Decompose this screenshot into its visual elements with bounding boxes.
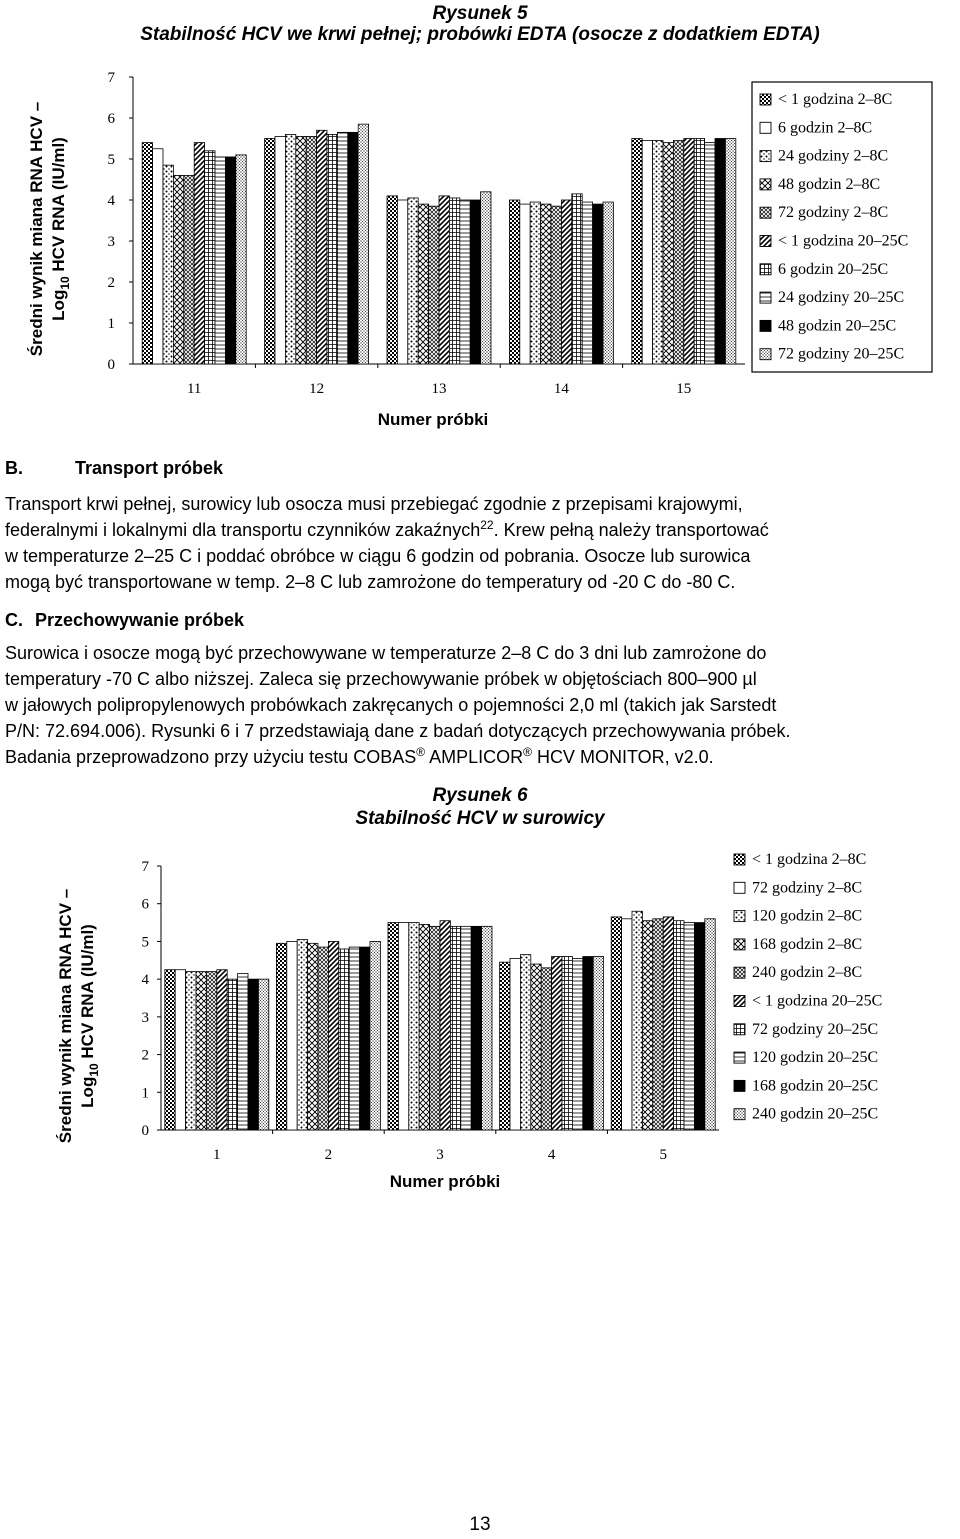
bar: [258, 979, 268, 1130]
bar: [370, 941, 380, 1130]
bar: [632, 139, 642, 365]
legend-swatch: [760, 179, 771, 190]
bar: [461, 926, 471, 1130]
y-axis-title-line2-rest: HCV RNA (IU/ml): [78, 924, 97, 1064]
legend-swatch: [760, 151, 771, 162]
figure5-label: Rysunek 5: [432, 3, 528, 24]
bar: [663, 143, 673, 364]
bar: [296, 136, 306, 364]
section-c-letter: C.: [5, 610, 23, 630]
bar: [225, 157, 235, 364]
section-b-paragraph: [5, 491, 955, 595]
section-b-line-3: w temperaturze 2–25 C i poddać obróbce w ciągu 6 godzin od pobrania. Osocze lub surowica: [5, 546, 751, 566]
section-b-line-2: federalnymi i lokalnymi dla transportu czynników zakaźnych$^{22}$. Krew pełną należy transportować: [5, 518, 769, 540]
bar: [163, 165, 173, 364]
bar: [408, 198, 418, 364]
bar: [684, 139, 694, 365]
x-tick-label: 3: [436, 1147, 444, 1163]
bar: [306, 136, 316, 364]
legend-label: 48 godzin 20–25C: [778, 317, 897, 335]
bar: [632, 911, 642, 1130]
legend-label: < 1 godzina 2–8C: [752, 851, 867, 868]
bar: [531, 964, 541, 1130]
bar: [318, 947, 328, 1130]
bar: [509, 200, 519, 364]
bar: [572, 958, 582, 1130]
y-tick-label: 4: [141, 972, 149, 989]
legend-label: 168 godzin 20–25C: [752, 1077, 879, 1095]
figure5-chart: [0, 0, 960, 440]
bar: [673, 141, 683, 364]
bar: [562, 957, 572, 1130]
bar: [572, 194, 582, 364]
bar: [552, 957, 562, 1130]
bar: [275, 136, 285, 364]
figure6-label: Rysunek 6: [432, 785, 528, 806]
y-tick-label: 3: [141, 1009, 149, 1026]
legend-swatch: [734, 967, 745, 978]
y-tick-label: 5: [141, 934, 149, 951]
legend-swatch: [734, 939, 745, 950]
section-b-heading: [5, 458, 223, 479]
legend-swatch: [760, 236, 771, 247]
bar: [236, 155, 246, 364]
bar: [481, 192, 491, 364]
figure6-title: Stabilność HCV w surowicy: [355, 808, 605, 829]
bar: [388, 923, 398, 1130]
bar: [460, 200, 470, 364]
legend-swatch: [734, 1109, 745, 1120]
legend-label: 72 godziny 2–8C: [778, 204, 889, 222]
legend-swatch: [760, 349, 771, 360]
bar: [694, 923, 704, 1130]
legend-label: 120 godzin 2–8C: [752, 907, 863, 925]
legend-swatch: [760, 320, 771, 331]
legend-swatch: [760, 122, 771, 133]
y-tick-label: 0: [141, 1123, 149, 1139]
y-tick-label: 1: [107, 316, 115, 332]
y-tick-label: 5: [107, 152, 115, 168]
y-axis-title-line2: Log: [78, 1076, 97, 1108]
bar: [470, 200, 480, 364]
bar: [520, 204, 530, 364]
y-tick-label: 2: [107, 275, 115, 291]
legend-label: 120 godzin 20–25C: [752, 1049, 879, 1067]
y-axis-title-line2-rest: HCV RNA (IU/ml): [49, 137, 68, 277]
x-tick-label: 11: [186, 381, 202, 397]
bar: [593, 957, 603, 1130]
legend-label: 72 godziny 20–25C: [778, 345, 905, 363]
legend-swatch: [734, 1024, 745, 1035]
legend-swatch: [734, 882, 745, 893]
bar: [510, 958, 520, 1130]
section-c-line-1: Surowica i osocze mogą być przechowywane w temperaturze 2–8 C do 3 dni lub zamrożone do: [5, 643, 767, 663]
legend-swatch: [760, 207, 771, 218]
y-axis-title-subscript: 10: [58, 276, 72, 290]
bar: [358, 124, 368, 364]
section-b-line-1: Transport krwi pełnej, surowicy lub osocza musi przebiegać zgodnie z przepisami krajowymi,: [5, 494, 743, 514]
bar: [684, 923, 694, 1130]
bar: [642, 921, 652, 1130]
bar: [642, 141, 652, 364]
bar: [653, 141, 663, 364]
section-c-line-4: P/N: 72.694.006). Rysunki 6 i 7 przedstawiają dane z badań dotyczących przechowywania próbek.: [5, 721, 791, 741]
bar: [593, 204, 603, 364]
bar: [715, 139, 725, 365]
x-tick-label: 14: [553, 381, 569, 397]
bar: [449, 198, 459, 364]
bar: [327, 134, 337, 364]
bar: [215, 157, 225, 364]
bar: [217, 970, 227, 1130]
bar: [582, 202, 592, 364]
legend-label: 240 godzin 20–25C: [752, 1105, 879, 1123]
bar: [429, 206, 439, 364]
section-c-title: Przechowywanie próbek: [35, 610, 245, 630]
bar: [337, 132, 347, 364]
legend-label: 168 godzin 2–8C: [752, 935, 863, 953]
section-c-paragraph: [5, 640, 955, 770]
bar: [705, 919, 715, 1130]
bar: [173, 175, 183, 364]
bar: [674, 921, 684, 1130]
bar: [227, 979, 237, 1130]
y-tick-label: 1: [141, 1085, 149, 1102]
x-tick-label: 5: [659, 1147, 667, 1163]
bar: [583, 957, 593, 1130]
bar: [500, 962, 510, 1130]
legend-swatch: [760, 94, 771, 105]
y-axis-title: [27, 102, 72, 356]
bar: [287, 941, 297, 1130]
y-tick-label: 0: [107, 357, 115, 373]
x-tick-label: 12: [309, 381, 325, 397]
legend-label: < 1 godzina 2–8C: [778, 91, 893, 108]
legend-label: < 1 godzina 20–25C: [752, 992, 883, 1010]
y-axis-title-subscript: 10: [87, 1063, 101, 1077]
section-c-line-5: Badania przeprowadzono przy użyciu testu COBAS® AMPLICOR® HCV MONITOR, v2.0.: [5, 745, 714, 767]
bar: [530, 202, 540, 364]
bar: [165, 970, 175, 1130]
bar: [409, 923, 419, 1130]
bar: [196, 972, 206, 1130]
section-b-title: Transport próbek: [75, 458, 224, 478]
bar: [430, 926, 440, 1130]
section-b-line-4: mogą być transportowane w temp. 2–8 C lub zamrożone do temperatury od -20 C do -80 C.: [5, 572, 736, 592]
y-axis-title-line1: Średni wynik miana RNA HCV –: [56, 888, 75, 1144]
bar: [705, 143, 715, 364]
bar: [520, 955, 530, 1130]
bar: [387, 196, 397, 364]
legend-swatch: [734, 911, 745, 922]
x-tick-label: 4: [547, 1147, 556, 1163]
bar: [186, 972, 196, 1130]
bar: [611, 917, 621, 1130]
bar: [397, 200, 407, 364]
legend-label: 72 godziny 20–25C: [752, 1020, 879, 1038]
bar: [663, 917, 673, 1130]
y-axis-title-line2: Log: [49, 289, 68, 321]
legend-swatch: [734, 854, 745, 865]
legend-label: 240 godzin 2–8C: [752, 964, 863, 982]
bar: [482, 926, 492, 1130]
bar: [419, 924, 429, 1130]
bar: [439, 196, 449, 364]
y-axis-title-line1: Średni wynik miana RNA HCV –: [27, 101, 46, 357]
bar: [205, 151, 215, 364]
bar: [694, 139, 704, 365]
x-tick-label: 2: [324, 1147, 333, 1163]
y-tick-label: 6: [141, 896, 149, 913]
legend-swatch: [734, 996, 745, 1007]
bar: [175, 970, 185, 1130]
bar: [339, 949, 349, 1130]
legend-label: < 1 godzina 20–25C: [778, 232, 909, 250]
section-b-letter: B.: [5, 458, 23, 478]
x-tick-label: 13: [431, 381, 447, 397]
bar: [153, 149, 163, 364]
x-axis-title: Numer próbki: [389, 1172, 501, 1191]
bar: [551, 206, 561, 364]
y-tick-label: 4: [107, 193, 115, 209]
page-number: 13: [469, 1514, 491, 1535]
bar: [622, 919, 632, 1130]
reference-22: 22: [480, 518, 494, 532]
bar: [653, 919, 663, 1130]
y-tick-label: 6: [107, 111, 115, 127]
legend-label: 24 godziny 2–8C: [778, 147, 889, 165]
section-c-line-2: temperatury -70 C albo niższej. Zaleca się przechowywanie próbek w objętościach 800–900 µl: [5, 669, 757, 689]
figure6-chart: [0, 836, 960, 1196]
bar: [398, 923, 408, 1130]
bar: [206, 972, 216, 1130]
bar: [471, 926, 481, 1130]
bar: [238, 973, 248, 1130]
legend-label: 6 godzin 20–25C: [778, 260, 889, 278]
bar: [194, 143, 204, 364]
section-c-line-3: w jałowych polipropylenowych probówkach zakręcanych o pojemności 2,0 ml (takich jak Sarstedt: [5, 695, 777, 715]
legend-label: 72 godziny 2–8C: [752, 879, 863, 897]
bar: [541, 204, 551, 364]
legend-swatch: [760, 264, 771, 275]
bar: [349, 947, 359, 1130]
bar: [725, 139, 735, 365]
section-c-heading: [5, 610, 244, 631]
x-axis-title: Numer próbki: [377, 410, 489, 429]
bar: [418, 204, 428, 364]
bar: [276, 943, 286, 1130]
y-tick-label: 7: [141, 859, 149, 875]
legend-swatch: [760, 292, 771, 303]
bar: [142, 143, 152, 364]
bar: [603, 202, 613, 364]
bar: [285, 134, 295, 364]
y-axis-title: [56, 889, 101, 1143]
bar: [265, 139, 275, 365]
y-tick-label: 3: [107, 234, 115, 250]
figure5-title: Stabilność HCV we krwi pełnej; probówki EDTA (osocze z dodatkiem EDTA): [140, 24, 820, 45]
bar: [440, 921, 450, 1130]
legend-label: 24 godziny 20–25C: [778, 289, 905, 307]
legend-swatch: [734, 1052, 745, 1063]
legend-label: 6 godzin 2–8C: [778, 119, 873, 137]
bar: [541, 968, 551, 1130]
y-tick-label: 7: [107, 70, 115, 86]
bar: [348, 132, 358, 364]
x-tick-label: 15: [676, 381, 692, 397]
legend-label: 48 godzin 2–8C: [778, 175, 881, 193]
bar: [317, 130, 327, 364]
legend-swatch: [734, 1080, 745, 1091]
bar: [184, 175, 194, 364]
y-tick-label: 2: [141, 1047, 149, 1064]
bar: [328, 941, 338, 1130]
bar: [248, 979, 258, 1130]
bar: [297, 940, 307, 1130]
bar: [450, 926, 460, 1130]
bar: [561, 200, 571, 364]
bar: [360, 947, 370, 1130]
x-tick-label: 1: [213, 1147, 221, 1163]
bar: [308, 943, 318, 1130]
